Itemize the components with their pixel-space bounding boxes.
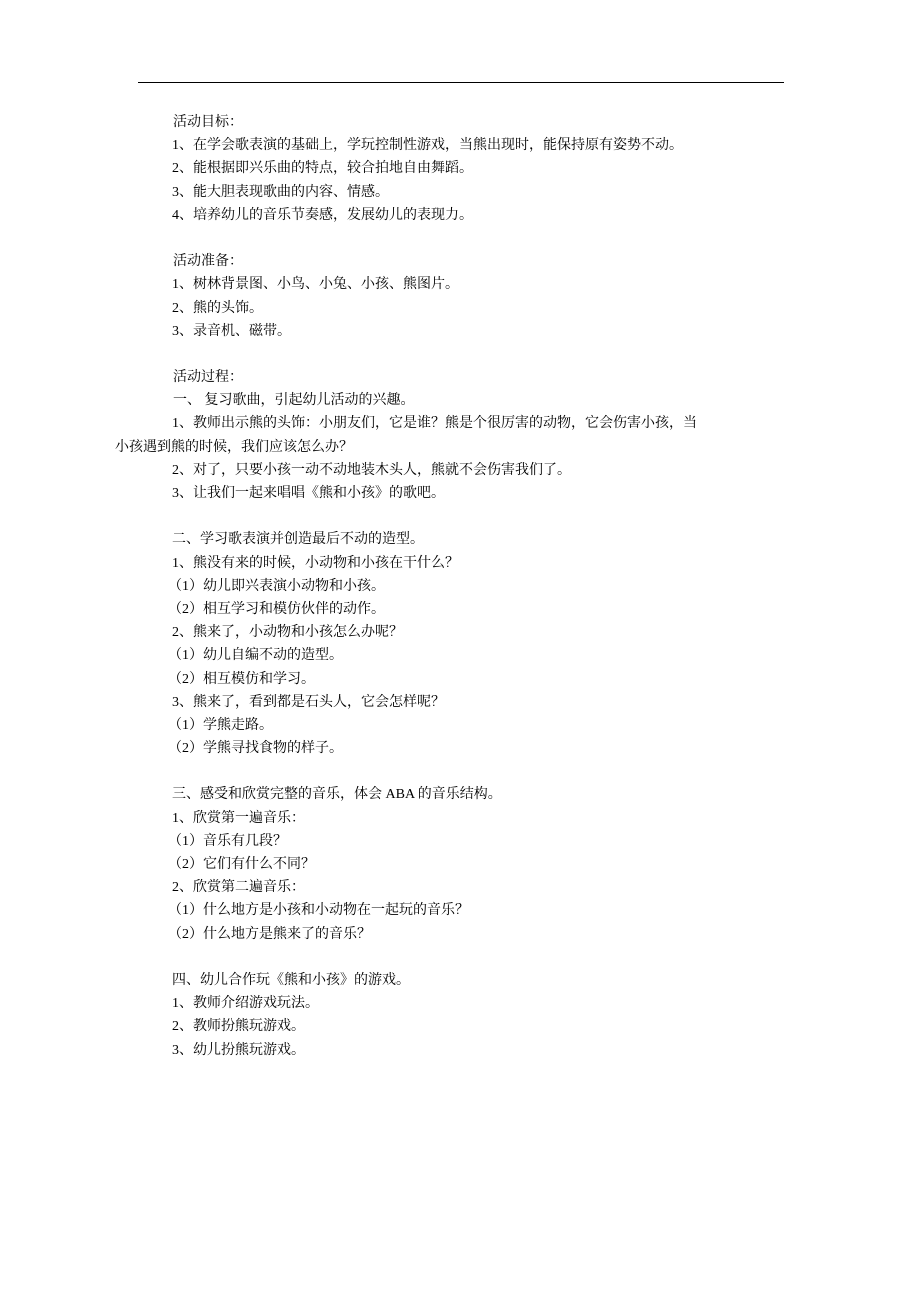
preparation-item: 3、录音机、磁带。 xyxy=(172,323,291,339)
process-item-continuation: 小孩遇到熊的时候，我们应该怎么办？ xyxy=(115,439,353,455)
process-item: 1、熊没有来的时候，小动物和小孩在干什么？ xyxy=(172,555,459,571)
goal-item: 1、在学会歌表演的基础上，学玩控制性游戏，当熊出现时，能保持原有姿势不动。 xyxy=(172,138,683,154)
process-subitem: （1）幼儿自编不动的造型。 xyxy=(168,648,343,664)
preparation-heading: 活动准备： xyxy=(173,254,243,270)
preparation-item: 2、熊的头饰。 xyxy=(172,300,263,316)
process-item: 2、熊来了，小动物和小孩怎么办呢？ xyxy=(172,625,403,641)
process-subitem: （2）相互学习和模仿伙伴的动作。 xyxy=(168,601,385,617)
process-item: 3、让我们一起来唱唱《熊和小孩》的歌吧。 xyxy=(172,486,445,501)
process-subitem: （2）学熊寻找食物的样子。 xyxy=(168,741,343,757)
goal-item: 4、培养幼儿的音乐节奏感，发展幼儿的表现力。 xyxy=(172,207,473,223)
process-subitem: （2）它们有什么不同？ xyxy=(168,857,315,872)
process-subitem: （2）相互模仿和学习。 xyxy=(168,671,315,687)
paragraph-gap xyxy=(0,760,920,783)
process-subitem: （2）什么地方是熊来了的音乐？ xyxy=(168,926,371,942)
process-subitem: （1）什么地方是小孩和小动物在一起玩的音乐？ xyxy=(168,903,469,919)
preparation-item: 1、树林背景图、小鸟、小兔、小孩、熊图片。 xyxy=(172,277,459,293)
process-item: 2、欣赏第二遍音乐： xyxy=(172,880,305,896)
section-title: 四、幼儿合作玩《熊和小孩》的游戏。 xyxy=(172,972,410,988)
process-subitem: （1）幼儿即兴表演小动物和小孩。 xyxy=(168,578,385,594)
process-heading: 活动过程： xyxy=(173,370,243,386)
section-title: 一、 复习歌曲，引起幼儿活动的兴趣。 xyxy=(173,393,415,409)
process-item: 1、教师介绍游戏玩法。 xyxy=(172,996,319,1012)
paragraph-gap xyxy=(0,946,920,969)
paragraph-gap xyxy=(0,227,920,250)
process-item: 1、欣赏第一遍音乐： xyxy=(172,810,305,826)
process-subitem: （1）学熊走路。 xyxy=(168,717,273,733)
process-item: 2、对了，只要小孩一动不动地装木头人，熊就不会伤害我们了。 xyxy=(172,462,571,478)
section-title: 二、学习歌表演并创造最后不动的造型。 xyxy=(172,532,424,548)
process-item: 1、教师出示熊的头饰：小朋友们，它是谁？熊是个很厉害的动物，它会伤害小孩，当 xyxy=(172,416,697,432)
header-rule xyxy=(138,82,784,83)
paragraph-gap xyxy=(0,343,920,366)
process-item: 3、熊来了，看到都是石头人，它会怎样呢？ xyxy=(172,694,445,710)
goal-item: 3、能大胆表现歌曲的内容、情感。 xyxy=(172,184,389,200)
paragraph-gap xyxy=(0,505,920,528)
process-item: 2、教师扮熊玩游戏。 xyxy=(172,1019,305,1035)
process-subitem: （1）音乐有几段？ xyxy=(168,833,287,849)
document-body xyxy=(0,111,920,1062)
section-title: 三、感受和欣赏完整的音乐，体会 ABA 的音乐结构。 xyxy=(172,787,502,803)
goals-heading: 活动目标： xyxy=(173,115,243,130)
process-item: 3、幼儿扮熊玩游戏。 xyxy=(172,1042,305,1058)
goal-item: 2、能根据即兴乐曲的特点，较合拍地自由舞蹈。 xyxy=(172,161,473,177)
